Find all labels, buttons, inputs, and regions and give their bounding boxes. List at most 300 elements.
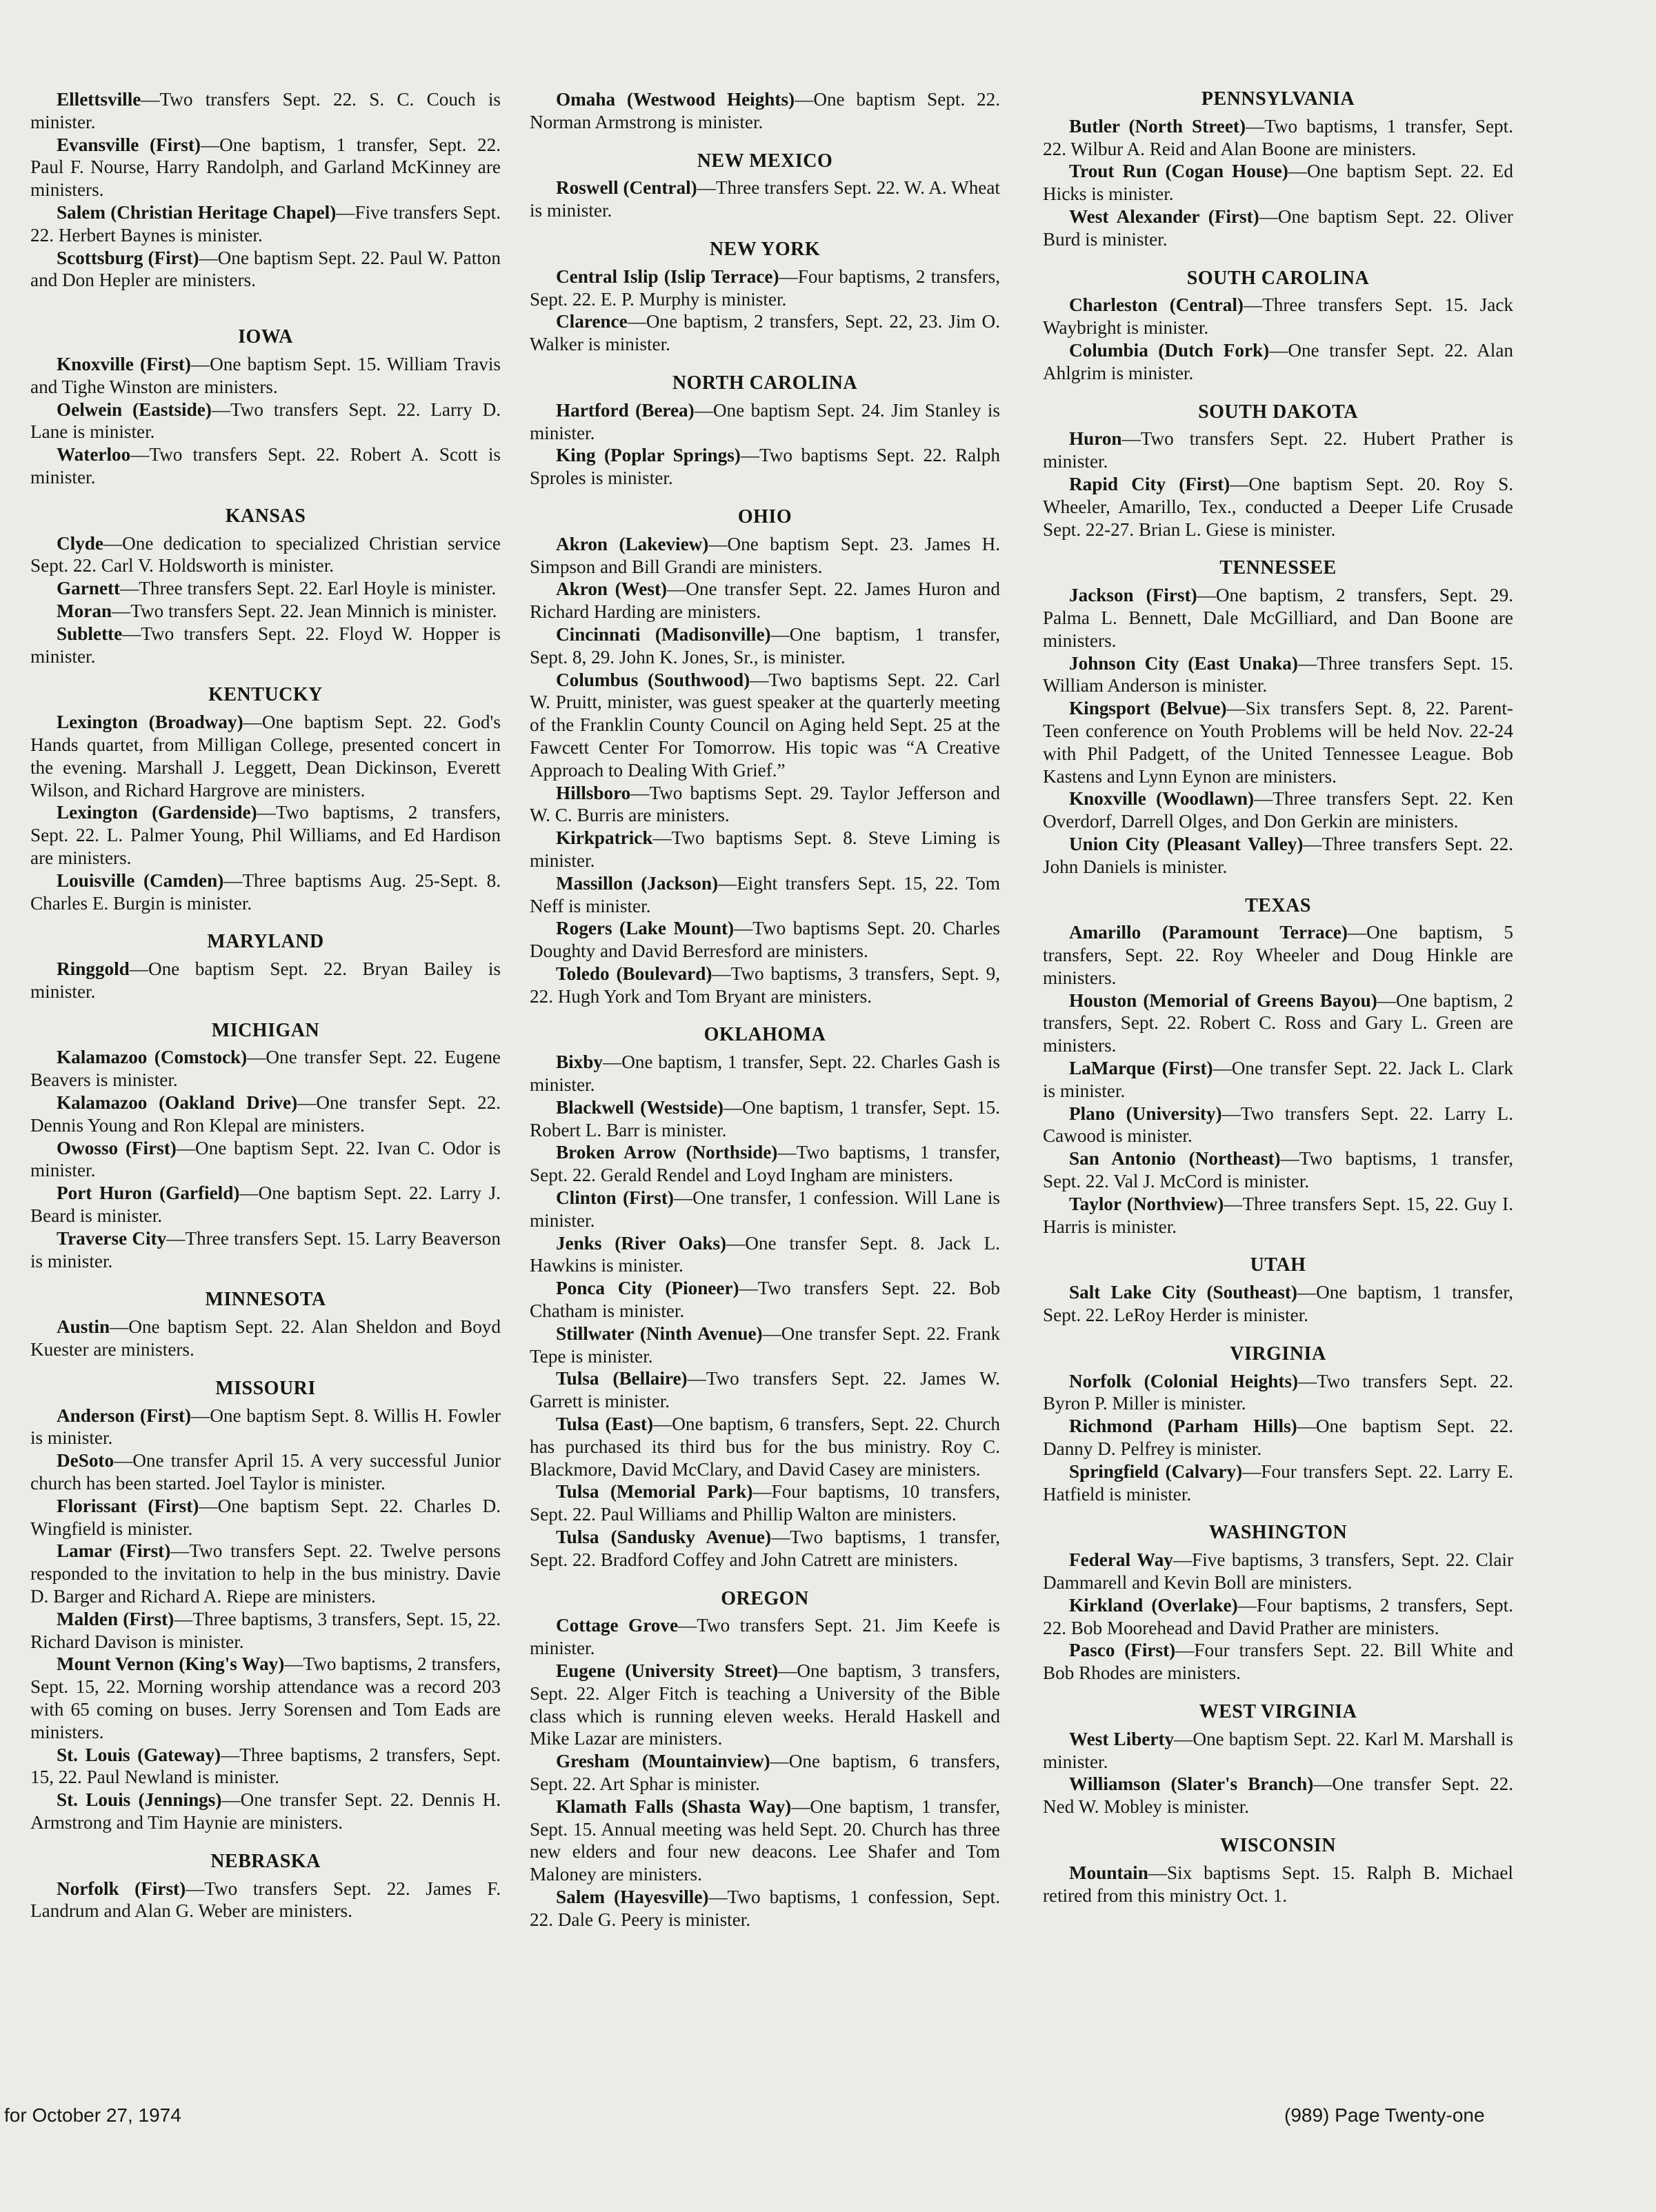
em-dash-separator: — [1226, 698, 1246, 719]
church-name: Trout Run (Cogan House) [1069, 161, 1288, 182]
em-dash-separator: — [221, 1744, 240, 1765]
report-text: One transfer Sept. 22. Dennis Young and Ron Klepal are ministers. [30, 1092, 501, 1136]
church-name: Taylor (Northview) [1069, 1193, 1224, 1214]
church-report-entry [530, 1277, 1000, 1323]
church-name: Knoxville (First) [57, 353, 191, 374]
report-text: Eight transfers Sept. 15, 22. Tom Neff is minister. [530, 872, 1000, 916]
state-heading: OREGON [721, 1587, 809, 1609]
church-name: Central Islip (Islip Terrace) [556, 265, 779, 287]
church-report-entry [30, 958, 501, 1003]
church-name: Salem (Hayesville) [556, 1886, 709, 1907]
church-report-entry [1043, 1103, 1513, 1148]
church-name: Bixby [556, 1052, 603, 1073]
state-heading: SOUTH DAKOTA [1198, 401, 1358, 423]
church-name: Louisville (Camden) [57, 869, 224, 891]
report-text: Five baptisms, 3 transfers, Sept. 22. Clair Dammarell and Kevin Boll are ministers. [1043, 1549, 1513, 1593]
church-name: Tulsa (East) [556, 1414, 654, 1435]
report-text: One baptism, 6 transfers, Sept. 22. Church has purchased its third bus for the bus ministry. Roy C. Blackmore, David McClary, and David Casey are ministers. [530, 1414, 1000, 1480]
church-name: Houston (Memorial of Greens Bayou) [1069, 989, 1377, 1011]
state-heading: WISCONSIN [1220, 1834, 1336, 1856]
column-3 [1043, 88, 1513, 1907]
report-text: One transfer Sept. 22. Alan Ahlgrim is minister. [1043, 339, 1513, 383]
em-dash-separator: — [770, 1751, 789, 1772]
report-text: Two transfers Sept. 22. S. C. Couch is minister. [30, 89, 501, 132]
church-report-entry [530, 1750, 1000, 1796]
church-name: Florissant (First) [57, 1495, 199, 1516]
report-text: Three transfers Sept. 15. Jack Waybright is minister. [1043, 294, 1513, 339]
state-heading: OKLAHOMA [704, 1024, 826, 1046]
report-text: One baptism, 1 transfer, Sept. 15. Robert L. Barr is minister. [530, 1096, 1001, 1140]
church-name: Akron (Lakeview) [556, 533, 709, 554]
church-report-entry [530, 177, 1000, 222]
report-text: Two transfers Sept. 22. Twelve persons responded to the invitation to help in the bus ministry. Davie D. Barger and Richard A. Riepe are ministers. [30, 1540, 501, 1607]
report-text: One transfer, 1 confession. Will Lane is minister. [530, 1187, 1000, 1231]
report-text: One baptism, 1 transfer, Sept. 8, 29. John K. Jones, Sr., is minister. [530, 623, 1000, 667]
church-report-entry [530, 782, 1000, 827]
church-name: Scottsburg (First) [57, 247, 199, 268]
em-dash-separator: — [170, 1540, 190, 1562]
church-report-entry [1043, 1281, 1513, 1327]
em-dash-separator: — [678, 1615, 697, 1636]
report-text: Two baptisms, 1 transfer, Sept. 22. Bradford Coffey and John Catrett are ministers. [530, 1527, 1000, 1570]
em-dash-separator: — [1303, 833, 1322, 854]
em-dash-separator: — [243, 712, 262, 733]
church-report-entry [30, 711, 501, 801]
report-text: One baptism, 5 transfers, Sept. 22. Roy Wheeler and Doug Hinkle are ministers. [1043, 922, 1513, 988]
report-text: One baptism Sept. 24. Jim Stanley is minister. [530, 399, 1000, 443]
state-heading: MARYLAND [207, 931, 324, 953]
em-dash-separator: — [1197, 585, 1216, 606]
church-name: Omaha (Westwood Heights) [556, 89, 795, 110]
church-report-entry [30, 869, 501, 915]
column-1 [30, 88, 501, 1922]
church-name: Traverse City [57, 1227, 167, 1249]
church-name: Evansville (First) [57, 134, 201, 155]
state-heading: WASHINGTON [1208, 1522, 1348, 1544]
em-dash-separator: — [239, 1183, 259, 1204]
church-report-entry [1043, 1549, 1513, 1594]
church-report-entry [530, 1096, 1000, 1142]
em-dash-separator: — [199, 247, 218, 268]
state-heading: IOWA [238, 326, 293, 348]
church-name: Clyde [57, 532, 103, 554]
em-dash-separator: — [223, 869, 243, 891]
church-name: Kingsport (Belvue) [1069, 698, 1227, 719]
church-report-entry [530, 399, 1000, 445]
report-text: Two transfers Sept. 22. Larry L. Cawood is minister. [1043, 1103, 1513, 1147]
church-name: Mount Vernon (King's Way) [57, 1653, 285, 1675]
church-report-entry [30, 801, 501, 869]
report-text: Two baptisms Sept. 22. Ralph Sproles is minister. [530, 445, 1000, 489]
report-text: Two transfers Sept. 22. Robert A. Scott is minister. [30, 444, 501, 487]
church-report-entry [1043, 1415, 1513, 1460]
state-heading: OHIO [737, 505, 792, 527]
state-heading: MISSOURI [215, 1377, 316, 1399]
em-dash-separator: — [627, 311, 646, 332]
em-dash-separator: — [652, 827, 672, 849]
em-dash-separator: — [122, 623, 141, 644]
em-dash-separator: — [1297, 652, 1317, 674]
church-report-entry [30, 1608, 501, 1653]
report-text: One baptism, 1 transfer, Sept. 22. Paul F. Nourse, Harry Randolph, and Garland McKinney are ministers. [30, 134, 501, 201]
church-report-entry [530, 917, 1000, 963]
report-text: One baptism Sept. 20. Roy S. Wheeler, Amarillo, Tex., conducted a Deeper Life Crusade Sept. 22-27. Brian L. Giese is minister. [1043, 473, 1513, 540]
em-dash-separator: — [1246, 115, 1265, 137]
church-name: Cincinnati (Madisonville) [556, 623, 771, 645]
church-name: Sublette [57, 623, 123, 644]
state-heading: KENTUCKY [208, 684, 323, 706]
church-report-entry [1043, 1862, 1513, 1907]
em-dash-separator: — [110, 1316, 129, 1338]
report-text: Five transfers Sept. 22. Herbert Baynes is minister. [30, 201, 501, 245]
report-text: One baptism, 1 transfer, Sept. 22. LeRoy Herder is minister. [1043, 1282, 1513, 1326]
em-dash-separator: — [166, 1227, 186, 1249]
report-text: One baptism, 1 transfer, Sept. 15. Annual meeting was held Sept. 20. Church has three new elders and four new deacons. Lee Shafer and Tom Maloney are ministers. [530, 1796, 1000, 1885]
church-report-entry [1043, 1728, 1513, 1773]
report-text: Two transfers Sept. 22. Bob Chatham is minister. [530, 1278, 1000, 1322]
church-report-entry [30, 1182, 501, 1227]
report-text: Three transfers Sept. 22. W. A. Wheat is minister. [530, 177, 1000, 221]
report-text: One transfer Sept. 22. Eugene Beavers is minister. [30, 1047, 501, 1091]
church-name: Akron (West) [556, 579, 668, 600]
em-dash-separator: — [199, 1495, 218, 1516]
church-report-entry [530, 1614, 1000, 1660]
church-name: Ellettsville [57, 89, 141, 110]
report-text: One transfer Sept. 22. Dennis H. Armstrong and Tim Haynie are ministers. [30, 1789, 501, 1833]
church-name: San Antonio (Northeast) [1069, 1148, 1281, 1169]
church-name: Jenks (River Oaks) [556, 1232, 727, 1254]
em-dash-separator: — [697, 177, 716, 199]
church-name: Salt Lake City (Southeast) [1069, 1282, 1297, 1303]
church-name: Columbia (Dutch Fork) [1069, 339, 1270, 361]
church-report-entry [530, 578, 1000, 623]
report-text: One baptism Sept. 8. Willis H. Fowler is minister. [30, 1405, 501, 1449]
state-heading: TEXAS [1245, 894, 1311, 916]
report-text: One baptism Sept. 22. Bryan Bailey is minister. [30, 958, 501, 1002]
report-text: Four transfers Sept. 22. Bill White and Bob Rhodes are ministers. [1043, 1640, 1513, 1684]
em-dash-separator: — [1237, 1594, 1257, 1616]
em-dash-separator: — [1230, 473, 1249, 494]
em-dash-separator: — [771, 1527, 790, 1548]
church-name: Amarillo (Paramount Terrace) [1069, 922, 1348, 943]
church-report-entry [1043, 205, 1513, 251]
church-report-entry [530, 827, 1000, 872]
church-name: Rapid City (First) [1069, 473, 1230, 494]
report-text: One baptism Sept. 22. Larry J. Beard is minister. [30, 1183, 501, 1227]
church-name: Owosso (First) [57, 1137, 177, 1158]
church-report-entry [30, 1227, 501, 1273]
church-report-entry [1043, 1460, 1513, 1506]
report-text: Two baptisms, 3 transfers, Sept. 9, 22. Hugh York and Tom Bryant are ministers. [530, 963, 1000, 1007]
report-text: Three baptisms Aug. 25-Sept. 8. Charles E. Burgin is minister. [30, 869, 501, 914]
em-dash-separator: — [694, 399, 713, 421]
report-text: Two transfers Sept. 22. Floyd W. Hopper is minister. [30, 623, 501, 667]
report-text: One transfer April 15. A very successful Junior church has been started. Joel Taylor is minister. [30, 1450, 501, 1494]
church-report-entry [530, 533, 1000, 579]
report-text: Two baptisms, 2 transfers, Sept. 22. L. Palmer Young, Phil Williams, and Ed Hardison are ministers. [30, 802, 501, 868]
report-text: Four baptisms, 2 transfers, Sept. 22. E. P. Murphy is minister. [530, 265, 1000, 310]
em-dash-separator: — [336, 201, 355, 223]
report-text: Three transfers Sept. 22. Ken Overdorf, Darrell Olges, and Don Gerkin are ministers. [1043, 788, 1513, 832]
em-dash-separator: — [1298, 1370, 1317, 1391]
church-name: Klamath Falls (Shasta Way) [556, 1796, 792, 1817]
em-dash-separator: — [778, 1660, 797, 1681]
em-dash-separator: — [247, 1047, 266, 1068]
church-name: Lexington (Broadway) [57, 712, 243, 733]
report-text: Two transfers Sept. 22. Larry D. Lane is minister. [30, 399, 501, 443]
report-text: Two baptisms Sept. 29. Taylor Jefferson and W. C. Burris are ministers. [530, 782, 1000, 826]
church-report-entry [1043, 584, 1513, 652]
church-report-entry [1043, 1773, 1513, 1818]
em-dash-separator: — [1347, 922, 1367, 943]
church-name: Tulsa (Memorial Park) [556, 1481, 753, 1502]
report-text: One baptism Sept. 22. Ed Hicks is minister. [1043, 161, 1513, 205]
em-dash-separator: — [221, 1789, 241, 1811]
em-dash-separator: — [770, 623, 790, 645]
church-report-entry [30, 1449, 501, 1495]
church-name: Butler (North Street) [1069, 115, 1246, 137]
column-2 [530, 88, 1000, 1931]
report-text: Two baptisms, 1 confession, Sept. 22. Dale G. Peery is minister. [530, 1886, 1000, 1930]
church-report-entry [1043, 428, 1513, 473]
em-dash-separator: — [1259, 205, 1278, 227]
church-report-entry [530, 1660, 1000, 1750]
church-report-entry [30, 532, 501, 578]
report-text: Two baptisms Sept. 22. Carl W. Pruitt, minister, was guest speaker at the quarterly meeting of the Franklin County Council on Aging held Sept. 25 at the Fawcett Center For Tomorrow. His topic was “A Creative Approach to Dealing With Grief.” [530, 669, 1000, 781]
em-dash-separator: — [1297, 1416, 1316, 1437]
church-name: Kirkland (Overlake) [1069, 1594, 1238, 1616]
church-name: Hartford (Berea) [556, 399, 695, 421]
em-dash-separator: — [603, 1052, 622, 1073]
church-name: Garnett [57, 578, 121, 599]
church-report-entry [1043, 1147, 1513, 1193]
church-report-entry [530, 88, 1000, 134]
footer-issue-date: for October 27, 1974 [4, 2104, 181, 2126]
em-dash-separator: — [1148, 1862, 1168, 1883]
church-report-entry [30, 1137, 501, 1183]
report-text: Three baptisms, 3 transfers, Sept. 15, 22. Richard Davison is minister. [30, 1608, 501, 1652]
church-report-entry [30, 1046, 501, 1092]
state-heading: WEST VIRGINIA [1199, 1701, 1357, 1722]
church-report-entry [530, 1051, 1000, 1096]
church-name: Moran [57, 600, 112, 621]
church-name: Broken Arrow (Northside) [556, 1142, 778, 1163]
em-dash-separator: — [734, 918, 753, 939]
em-dash-separator: — [1174, 1728, 1193, 1749]
report-text: One transfer Sept. 22. Ned W. Mobley is minister. [1043, 1773, 1513, 1818]
em-dash-separator: — [708, 1886, 728, 1907]
church-report-entry [1043, 294, 1513, 339]
church-name: Tulsa (Bellaire) [556, 1368, 688, 1389]
report-text: One baptism Sept. 22. Charles D. Wingfield is minister. [30, 1495, 501, 1539]
report-text: One baptism, 2 transfers, Sept. 29. Palma L. Bennett, Dale McGilliard, and Dan Boone are ministers. [1043, 585, 1513, 651]
report-text: One baptism Sept. 22. God's Hands quartet, from Milligan College, presented concert in the evening. Marshall J. Leggett, Dean Dickinson, Everett Wilson, and Richard Hargrove are ministers. [30, 712, 501, 801]
church-report-entry [1043, 339, 1513, 385]
em-dash-separator: — [211, 399, 231, 420]
church-report-entry [530, 1480, 1000, 1526]
church-report-entry [530, 1367, 1000, 1413]
report-text: Two transfers Sept. 22. Byron P. Miller is minister. [1043, 1370, 1514, 1414]
em-dash-separator: — [103, 532, 123, 554]
church-name: Huron [1069, 428, 1122, 450]
em-dash-separator: — [1297, 1282, 1317, 1303]
report-text: One dedication to specialized Christian service Sept. 22. Carl V. Holdsworth is minister. [30, 532, 501, 576]
church-name: Massillon (Jackson) [556, 872, 719, 894]
church-name: Plano (University) [1069, 1103, 1222, 1124]
church-report-entry [30, 1878, 501, 1923]
church-name: Jackson (First) [1069, 585, 1197, 606]
em-dash-separator: — [120, 578, 139, 599]
church-report-entry [530, 310, 1000, 356]
em-dash-separator: — [141, 89, 160, 110]
church-name: West Liberty [1069, 1728, 1175, 1749]
church-report-entry [530, 265, 1000, 311]
state-heading: TENNESSEE [1219, 557, 1337, 579]
em-dash-separator: — [712, 963, 731, 984]
em-dash-separator: — [1221, 1103, 1241, 1124]
em-dash-separator: — [723, 1096, 743, 1118]
em-dash-separator: — [777, 1142, 797, 1163]
church-report-entry [30, 1092, 501, 1137]
report-text: One baptism, 2 transfers, Sept. 22. Robert C. Ross and Gary L. Green are ministers. [1043, 989, 1514, 1056]
church-report-entry [30, 577, 501, 600]
em-dash-separator: — [740, 445, 760, 466]
em-dash-separator: — [1175, 1640, 1195, 1661]
church-report-entry [1043, 652, 1513, 698]
church-report-entry [30, 134, 501, 201]
em-dash-separator: — [726, 1232, 746, 1254]
report-text: One baptism, 1 transfer, Sept. 22. Charles Gash is minister. [530, 1052, 1000, 1096]
church-report-entry [1043, 1370, 1513, 1416]
report-text: One baptism, 6 transfers, Sept. 22. Art Sphar is minister. [530, 1751, 1000, 1794]
report-text: One transfer Sept. 22. James Huron and Richard Harding are ministers. [530, 579, 1000, 623]
report-text: One baptism Sept. 22. Karl M. Marshall is minister. [1043, 1728, 1513, 1772]
report-text: One transfer Sept. 22. Jack L. Clark is minister. [1043, 1058, 1513, 1101]
church-name: Austin [57, 1316, 110, 1338]
church-name: St. Louis (Jennings) [57, 1789, 222, 1811]
report-text: One baptism, 3 transfers, Sept. 22. Alger Fitch is teaching a University of the Bible class which is running eleven weeks. Herald Haskell and Mike Lazar are ministers. [530, 1660, 1000, 1749]
report-text: Two transfers Sept. 21. Jim Keefe is minister. [530, 1615, 1000, 1659]
report-text: One baptism Sept. 22. Paul W. Patton and Don Hepler are ministers. [30, 247, 501, 291]
report-text: Three transfers Sept. 15, 22. Guy I. Harris is minister. [1043, 1193, 1514, 1237]
em-dash-separator: — [667, 579, 686, 600]
em-dash-separator: — [200, 134, 220, 155]
church-name: Oelwein (Eastside) [57, 399, 212, 420]
church-report-entry [30, 201, 501, 247]
church-name: King (Poplar Springs) [556, 445, 741, 466]
em-dash-separator: — [114, 1450, 133, 1471]
church-name: Kirkpatrick [556, 827, 653, 849]
church-name: Kalamazoo (Comstock) [57, 1047, 248, 1068]
em-dash-separator: — [130, 444, 150, 465]
report-text: One baptism Sept. 22. Norman Armstrong is minister. [530, 89, 1000, 132]
church-report-entry [530, 1526, 1000, 1571]
em-dash-separator: — [257, 802, 276, 823]
em-dash-separator: — [687, 1368, 706, 1389]
church-name: Clinton (First) [556, 1187, 674, 1209]
state-heading: NEBRASKA [210, 1850, 321, 1872]
church-report-entry [30, 600, 501, 623]
church-report-entry [30, 443, 501, 489]
church-name: Port Huron (Garfield) [57, 1183, 240, 1204]
church-report-entry [1043, 921, 1513, 989]
report-text: Two baptisms, 1 transfer, Sept. 22. Wilbur A. Reid and Alan Boone are ministers. [1043, 115, 1513, 159]
report-text: Three baptisms, 2 transfers, Sept. 15, 22. Paul Newland is minister. [30, 1744, 501, 1788]
report-text: Two baptisms, 2 transfers, Sept. 15, 22. Morning worship attendance was a record 203 with 65 coming on buses. Jerry Sorensen and Tom Eads are ministers. [30, 1653, 501, 1742]
church-report-entry [530, 872, 1000, 918]
church-report-entry [530, 669, 1000, 782]
church-name: Tulsa (Sandusky Avenue) [556, 1527, 772, 1548]
church-report-entry [530, 1886, 1000, 1931]
church-report-entry [30, 1744, 501, 1789]
church-report-entry [1043, 833, 1513, 878]
church-name: Johnson City (East Unaka) [1069, 652, 1298, 674]
report-text: One transfer Sept. 8. Jack L. Hawkins is minister. [530, 1232, 1000, 1276]
footer-page-number: (989) Page Twenty-one [1284, 2104, 1485, 2126]
report-text: One baptism Sept. 23. James H. Simpson and Bill Grandi are ministers. [530, 533, 1001, 577]
em-dash-separator: — [186, 1878, 205, 1899]
report-text: Six transfers Sept. 8, 22. Parent-Teen conference on Youth Problems will be held Nov. 22-24 with Phil Padgett, of the United Tennessee League. Bob Kastens and Lynn Eynon are ministers. [1043, 698, 1513, 787]
church-name: Norfolk (First) [57, 1878, 186, 1899]
em-dash-separator: — [190, 353, 210, 374]
em-dash-separator: — [1254, 788, 1273, 810]
church-name: Charleston (Central) [1069, 294, 1244, 316]
report-text: Two transfers Sept. 22. James F. Landrum and Alan G. Weber are ministers. [30, 1878, 501, 1922]
report-text: Four baptisms, 2 transfers, Sept. 22. Bob Moorehead and David Prather are ministers. [1043, 1594, 1513, 1638]
report-text: One baptism Sept. 22. Ivan C. Odor is minister. [30, 1137, 501, 1181]
em-dash-separator: — [191, 1405, 210, 1426]
em-dash-separator: — [739, 1278, 758, 1299]
church-name: Malden (First) [57, 1608, 174, 1629]
report-text: Two baptisms Sept. 8. Steve Liming is minister. [530, 827, 1000, 871]
em-dash-separator: — [708, 533, 728, 554]
church-name: Rogers (Lake Mount) [556, 918, 735, 939]
report-text: One baptism Sept. 22. Oliver Burd is minister. [1043, 205, 1513, 250]
report-text: Three transfers Sept. 15. Larry Beaverson is minister. [30, 1227, 501, 1271]
church-name: Norfolk (Colonial Heights) [1069, 1370, 1299, 1391]
church-name: Springfield (Calvary) [1069, 1460, 1243, 1482]
church-name: Kalamazoo (Oakland Drive) [57, 1092, 298, 1114]
report-text: One transfer Sept. 22. Frank Tepe is minister. [530, 1323, 1000, 1367]
church-name: Clarence [556, 311, 628, 332]
report-text: Two baptisms, 1 transfer, Sept. 22. Gerald Rendel and Loyd Ingham are ministers. [530, 1142, 1000, 1186]
church-report-entry [1043, 1193, 1513, 1238]
report-text: Four transfers Sept. 22. Larry E. Hatfield is minister. [1043, 1460, 1513, 1505]
church-name: LaMarque (First) [1069, 1058, 1213, 1079]
em-dash-separator: — [1269, 339, 1288, 361]
church-name: Blackwell (Westside) [556, 1096, 724, 1118]
church-report-entry [1043, 787, 1513, 833]
report-text: One baptism Sept. 15. William Travis and Tighe Winston are ministers. [30, 353, 501, 397]
church-report-entry [530, 1187, 1000, 1232]
church-report-entry [1043, 115, 1513, 161]
church-report-entry [30, 399, 501, 444]
report-text: Three transfers Sept. 15. William Anderson is minister. [1043, 652, 1514, 696]
church-name: Pasco (First) [1069, 1640, 1176, 1661]
church-report-entry [1043, 1057, 1513, 1103]
church-name: Stillwater (Ninth Avenue) [556, 1323, 763, 1344]
report-text: Two transfers Sept. 22. Jean Minnich is minister. [130, 600, 497, 621]
report-text: Two baptisms Sept. 20. Charles Doughty and David Berresford are ministers. [530, 918, 1000, 962]
state-heading: MICHIGAN [211, 1019, 320, 1041]
church-name: Lexington (Gardenside) [57, 802, 257, 823]
em-dash-separator: — [1313, 1773, 1333, 1795]
church-name: Richmond (Parham Hills) [1069, 1416, 1297, 1437]
report-text: Six baptisms Sept. 15. Ralph B. Michael retired from this ministry Oct. 1. [1043, 1862, 1513, 1906]
church-name: Mountain [1069, 1862, 1148, 1883]
church-name: Ponca City (Pioneer) [556, 1278, 739, 1299]
em-dash-separator: — [752, 1481, 772, 1502]
